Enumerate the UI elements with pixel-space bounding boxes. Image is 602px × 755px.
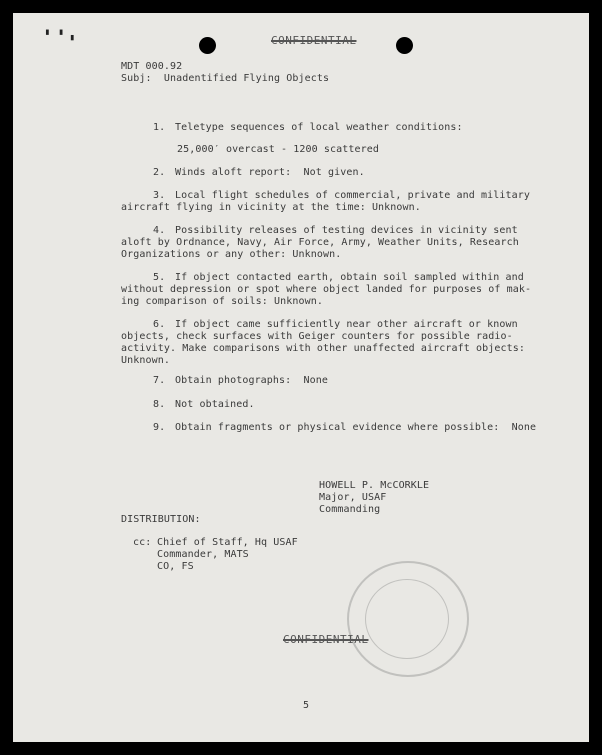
item-number: 5. [153,272,166,283]
punch-hole-left [199,37,216,54]
item-number: 2. [153,167,166,178]
item-text: Obtain photographs: None [175,375,329,386]
item-text: Teletype sequences of local weather conditions: [175,122,463,133]
item-continuation: aloft by Ordnance, Navy, Air Force, Army, Weather Units, Research Organizations or any other: Unknown. [121,237,519,260]
signer-rank: Major, USAF [319,492,387,503]
distribution-recipient: Chief of Staff, Hq USAF [157,537,298,548]
item-text: Obtain fragments or physical evidence where possible: None [175,422,537,433]
item-continuation: without depression or spot where object landed for purposes of mak- ing comparison of soils: Unknown. [121,284,532,307]
item-number: 3. [153,190,166,201]
item-number: 9. [153,422,166,433]
subject-line: Subj: Unadentified Flying Objects [121,73,330,84]
cc-label: cc: [133,537,152,548]
circular-stamp [347,561,469,677]
reference-number: MDT 000.92 [121,61,183,72]
item-continuation: objects, check surfaces with Geiger counters for possible radio- activity. Make comparisons with other unaffected aircraft objects: Unknown. [121,331,525,366]
item-text: Possibility releases of testing devices in vicinity sent [175,225,518,236]
circular-stamp-inner [365,579,449,659]
item-number: 6. [153,319,166,330]
signer-name: HOWELL P. McCORKLE [319,480,430,491]
item-text: If object came sufficiently near other aircraft or known [175,319,518,330]
item-text: Not obtained. [175,399,255,410]
item-text: Winds aloft report: Not given. [175,167,365,178]
distribution-recipient: Commander, MATS [157,549,249,560]
item-number: 7. [153,375,166,386]
item-number: 1. [153,122,166,133]
distribution-recipient: CO, FS [157,561,194,572]
weather-conditions: 25,000′ overcast - 1200 scattered [177,144,379,155]
item-text: Local flight schedules of commercial, private and military [175,190,530,201]
page-number: 5 [303,700,310,711]
ink-specks: ▘ ▝ ▗ [46,31,74,41]
distribution-heading: DISTRIBUTION: [121,514,201,525]
punch-hole-right [396,37,413,54]
document-page [13,13,589,742]
item-number: 4. [153,225,166,236]
item-continuation: aircraft flying in vicinity at the time: Unknown. [121,202,421,213]
item-number: 8. [153,399,166,410]
classification-marking-bottom: CONFIDENTIAL [283,633,369,646]
signer-title: Commanding [319,504,381,515]
classification-marking-top: CONFIDENTIAL [271,34,357,47]
item-text: If object contacted earth, obtain soil sampled within and [175,272,524,283]
